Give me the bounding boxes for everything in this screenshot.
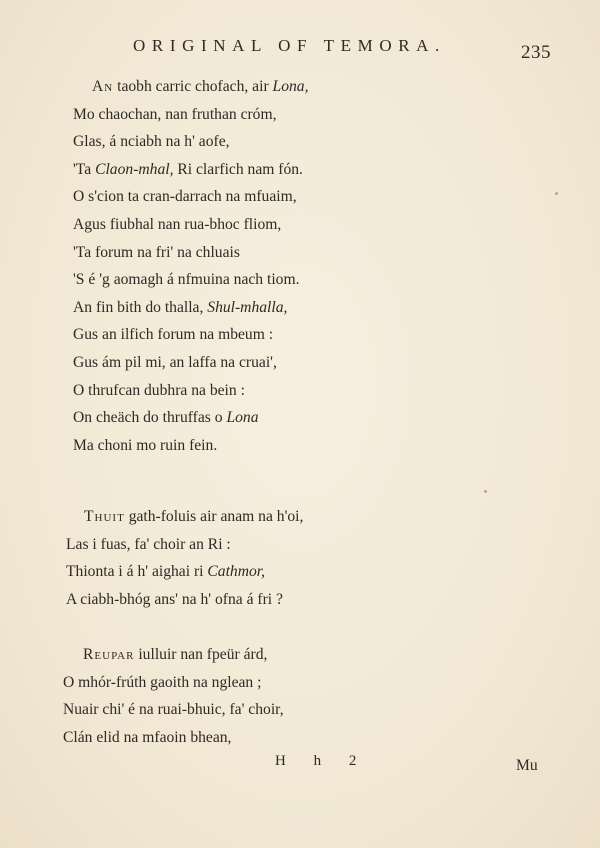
verse-text: O thrufcan dubhra na bein : [73, 381, 245, 399]
poem-line [66, 590, 283, 610]
poem-line [73, 215, 281, 235]
poem-line [73, 160, 303, 180]
verse-text: gath-foluis air anam na h'oi, [124, 508, 304, 525]
verse-text: Clán elid na mfaoin bhean, [63, 728, 232, 746]
poem-line [73, 187, 297, 207]
poem-line [73, 243, 240, 263]
verse-text: On cheäch do thruffas o [73, 409, 227, 427]
stanza-opening-word: Reupar [83, 646, 135, 663]
running-head-title: ORIGINAL OF TEMORA. [133, 36, 446, 55]
poem-line [63, 700, 284, 720]
verse-text: Mo chaochan, nan fruthan cróm, [73, 105, 277, 123]
poem-line [83, 645, 267, 665]
verse-text: Nuair chi' é na ruai-bhuic, fa' choir, [63, 701, 284, 719]
italic-name: Lona, [272, 78, 309, 95]
paper-speck [484, 490, 487, 493]
poem-line [73, 325, 273, 345]
verse-text: iulluir nan fpeür árd, [134, 646, 268, 663]
verse-text: An fin bith do thalla, [73, 298, 208, 316]
poem-line [66, 535, 231, 555]
stanza-opening-word: An [92, 78, 114, 95]
page-number: 235 [521, 42, 551, 63]
poem-line [84, 507, 303, 527]
verse-text: Glas, á nciabh na h' aofe, [73, 133, 230, 151]
italic-name: Lona [226, 409, 259, 427]
poem-line [66, 562, 265, 582]
italic-name: Claon-mhal, [95, 160, 174, 178]
verse-text: Thionta i á h' aighai ri [66, 563, 208, 581]
stanza-opening-word: Thuit [84, 508, 125, 525]
poem-line [63, 673, 261, 693]
catchword: Mu [516, 757, 538, 774]
poem-line [73, 105, 277, 125]
poem-line [73, 353, 277, 373]
verse-text: 'S é 'g aomagh á nfmuina nach tiom. [73, 271, 300, 289]
verse-text: O s'cion ta cran-darrach na mfuaim, [73, 188, 297, 206]
verse-text: Las i fuas, fa' choir an Ri : [66, 535, 231, 553]
poem-line [73, 132, 230, 152]
poem-line [73, 381, 245, 401]
italic-name: Cathmor, [207, 563, 266, 581]
verse-text: Gus ám pil mi, an laffa na cruai', [73, 354, 277, 371]
verse-text: O mhór-frúth gaoith na nglean ; [63, 673, 262, 691]
verse-text: Gus an ilfich forum na mbeum : [73, 326, 274, 344]
verse-text: Agus fiubhal nan rua-bhoc fliom, [73, 216, 282, 233]
poem-line [73, 408, 259, 428]
verse-text: Ri clarfich nam fón. [173, 160, 303, 178]
verse-text: Ma choni mo ruin fein. [73, 436, 218, 454]
poem-line [73, 270, 299, 290]
poem-line [92, 77, 309, 97]
poem-line [73, 436, 217, 456]
signature-mark: H h 2 [275, 753, 369, 769]
verse-text: 'Ta [73, 160, 96, 178]
paper-speck [555, 192, 558, 195]
poem-line [63, 728, 231, 748]
italic-name: Shul-mhalla, [207, 298, 288, 316]
verse-text: 'Ta forum na fri' na chluais [73, 243, 240, 261]
poem-line [73, 298, 287, 318]
verse-text: A ciabh-bhóg ans' na h' ofna á fri ? [66, 590, 283, 608]
verse-text: taobh carric chofach, air [113, 78, 273, 95]
